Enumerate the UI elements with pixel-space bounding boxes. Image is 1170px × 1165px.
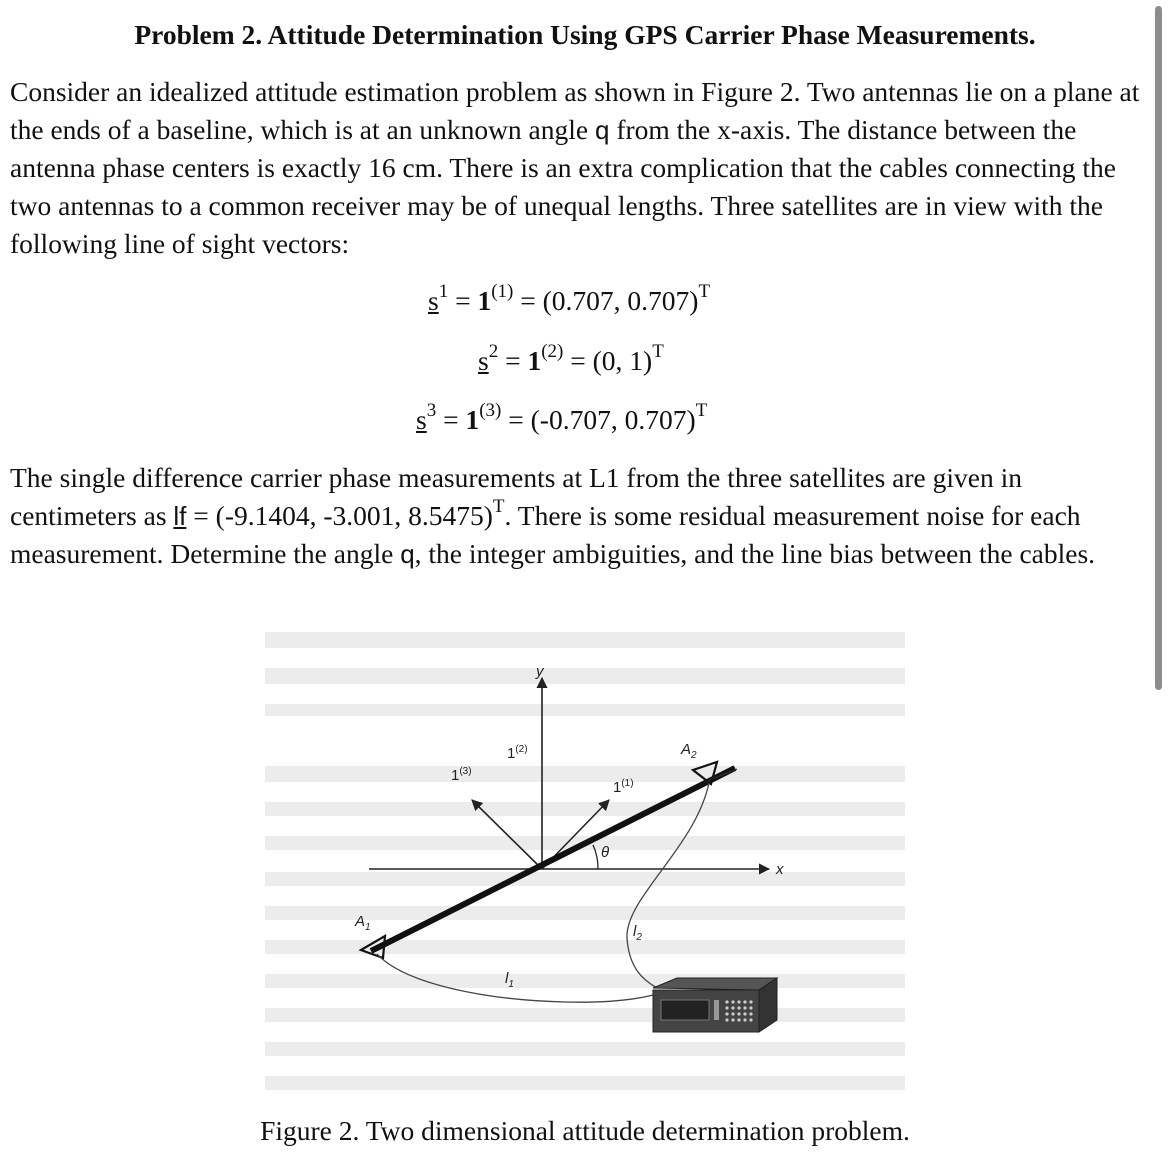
- measurement-text-a: The single difference carrier phase measurements at L1 from the three satellites are given in centimeters as: [10, 462, 1022, 531]
- baseline: [371, 768, 735, 951]
- antenna-a1-letter: A: [355, 913, 366, 930]
- measurement-text-d: , the integer ambiguities, and the line bias between the cables.: [414, 538, 1096, 569]
- equals-sign: =: [455, 285, 471, 316]
- unit-vector-symbol: 1: [465, 404, 480, 435]
- cable-l2-letter: l: [633, 923, 637, 940]
- equation-los-3: [416, 401, 707, 439]
- vector-value: = (0.707, 0.707): [520, 285, 699, 316]
- antenna-a2-letter: A: [681, 741, 692, 758]
- angle-symbol: q: [594, 115, 610, 145]
- equation-los-1: [428, 282, 710, 320]
- los-2-symbol: 1: [507, 745, 516, 762]
- intro-text-a: Consider an idealized attitude estimation problem as shown in Figure 2. Two antennas lie on a plane at the ends of a baseline, which is at an unknown angle: [10, 76, 1140, 145]
- scan-background-texture: [265, 632, 905, 1090]
- gps-receiver: [653, 978, 777, 1032]
- los-3-symbol: 1: [451, 767, 460, 784]
- receiver-display: [661, 1000, 709, 1020]
- vector-s: s: [416, 404, 427, 435]
- transpose-mark: T: [695, 399, 708, 421]
- antenna-a1-subscript: 1: [365, 922, 371, 933]
- vector-s-superscript: 1: [438, 280, 449, 302]
- transpose-mark: T: [492, 495, 505, 517]
- vector-s: s: [478, 345, 489, 376]
- antenna-a2-label: [680, 741, 697, 761]
- problem-title: Problem 2. Attitude Determination Using GPS Carrier Phase Measurements.: [134, 19, 1036, 50]
- los-1-superscript: (1): [621, 778, 634, 789]
- antenna-a2-subscript: 2: [691, 750, 697, 761]
- equals-sign: =: [505, 345, 521, 376]
- vector-value: = (0, 1): [570, 345, 653, 376]
- phase-symbol: lf: [173, 501, 187, 531]
- unit-vector-superscript: (1): [491, 280, 514, 302]
- vector-s-superscript: 3: [426, 399, 437, 421]
- vector-s: s: [428, 285, 439, 316]
- transpose-mark: T: [698, 280, 711, 302]
- vector-value: = (-0.707, 0.707): [508, 404, 696, 435]
- los-2-superscript: (2): [515, 744, 528, 755]
- intro-paragraph: [10, 73, 1145, 263]
- measurement-paragraph: [10, 459, 1145, 573]
- cable-l2-subscript: 2: [636, 932, 642, 943]
- los-3-superscript: (3): [459, 766, 472, 777]
- y-axis-label: y: [536, 663, 544, 680]
- unit-vector-symbol: 1: [477, 285, 492, 316]
- unit-vector-superscript: (2): [541, 340, 564, 362]
- theta-label: θ: [601, 844, 610, 861]
- x-axis-label: x: [776, 861, 784, 878]
- measurement-values: = (-9.1404, -3.001, 8.5475): [186, 500, 493, 531]
- unit-vector-superscript: (3): [479, 399, 502, 421]
- angle-symbol: q: [400, 539, 415, 569]
- intro-text-b: from the x-axis. The distance between the antenna phase centers is exactly 16 cm. There is an extra complication that the cables connecting the two antennas to a common receiver may be of unequal lengths. Three satellites are in view with the following line of sight vectors:: [10, 114, 1116, 259]
- figure-2-diagram: [265, 628, 905, 1108]
- los-1-symbol: 1: [613, 779, 622, 796]
- figure-caption: Figure 2. Two dimensional attitude determination problem.: [260, 1115, 910, 1146]
- transpose-mark: T: [652, 340, 664, 362]
- unit-vector-symbol: 1: [527, 345, 542, 376]
- cable-l1-subscript: 1: [508, 979, 514, 990]
- los-2-label: [507, 744, 528, 762]
- scrollbar[interactable]: [1155, 6, 1162, 690]
- equation-los-2: [478, 342, 664, 380]
- los-1-label: [613, 778, 634, 796]
- measurement-text-c: . There is some residual measurement noise for each measurement. Determine the angle: [10, 500, 1081, 569]
- cable-l1-letter: l: [505, 970, 509, 987]
- equals-sign: =: [443, 404, 459, 435]
- vector-s-superscript: 2: [488, 340, 499, 362]
